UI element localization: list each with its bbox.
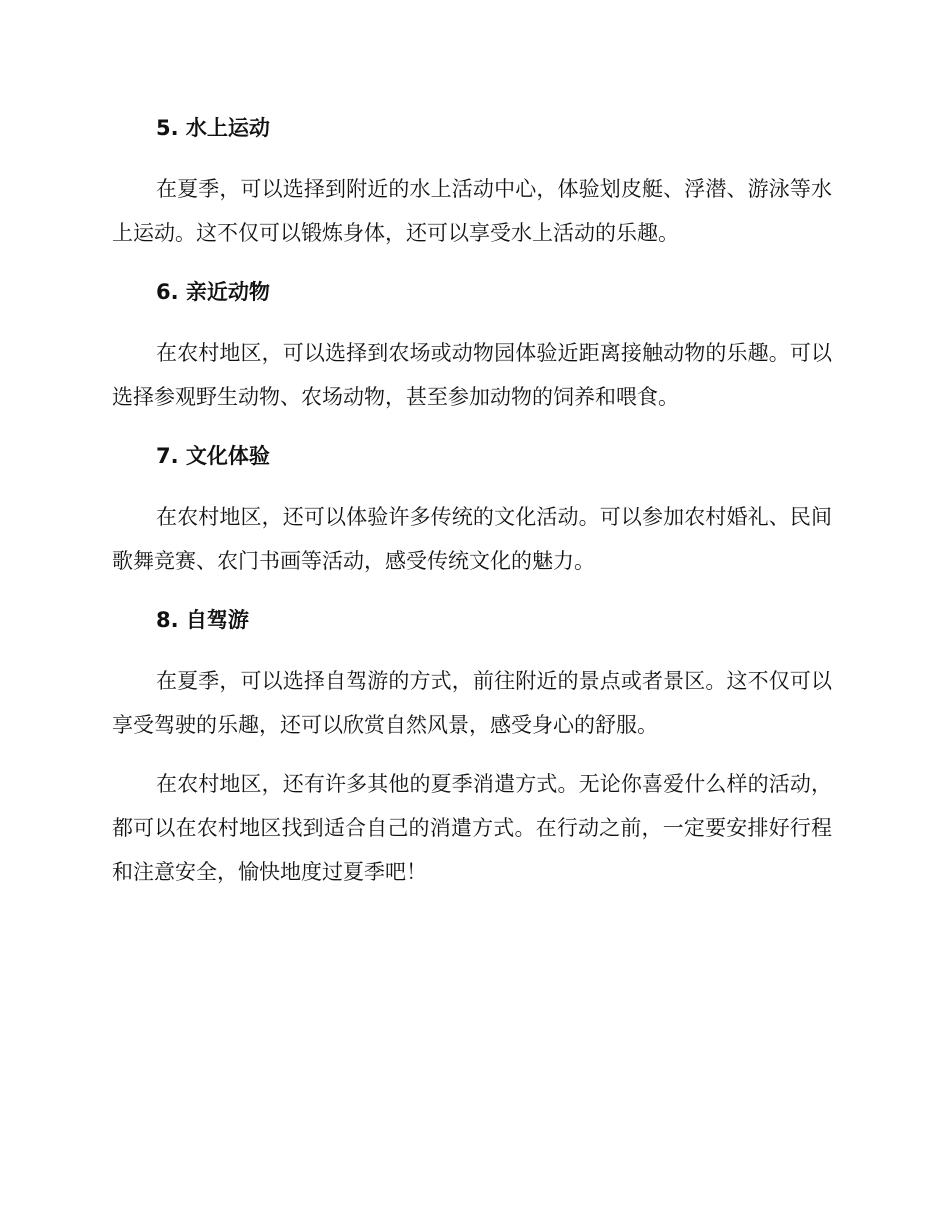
section-paragraph-water-sports: 在夏季，可以选择到附近的水上活动中心，体验划皮艇、浮潜、游泳等水上运动。这不仅可以锻炼身体，还可以享受水上活动的乐趣。: [112, 177, 832, 245]
document-body: [112, 112, 832, 894]
section-paragraph-road-trip: 在夏季，可以选择自驾游的方式，前往附近的景点或者景区。这不仅可以享受驾驶的乐趣，还可以欣赏自然风景，感受身心的舒服。: [112, 669, 832, 737]
section-paragraph-animals: 在农村地区，可以选择到农场或动物园体验近距离接触动物的乐趣。可以选择参观野生动物、农场动物，甚至参加动物的饲养和喂食。: [112, 341, 832, 409]
section-heading-road-trip: 8. 自驾游: [156, 608, 249, 632]
section-heading-culture: 7. 文化体验: [156, 444, 270, 468]
section-paragraph-culture: 在农村地区，还可以体验许多传统的文化活动。可以参加农村婚礼、民间歌舞竞赛、农门书画等活动，感受传统文化的魅力。: [112, 505, 832, 573]
section-heading-animals: 6. 亲近动物: [156, 280, 270, 304]
conclusion-paragraph: 在农村地区，还有许多其他的夏季消遣方式。无论你喜爱什么样的活动，都可以在农村地区找到适合自己的消遣方式。在行动之前，一定要安排好行程和注意安全，愉快地度过夏季吧！: [112, 772, 832, 884]
section-heading-water-sports: 5. 水上运动: [156, 116, 270, 140]
